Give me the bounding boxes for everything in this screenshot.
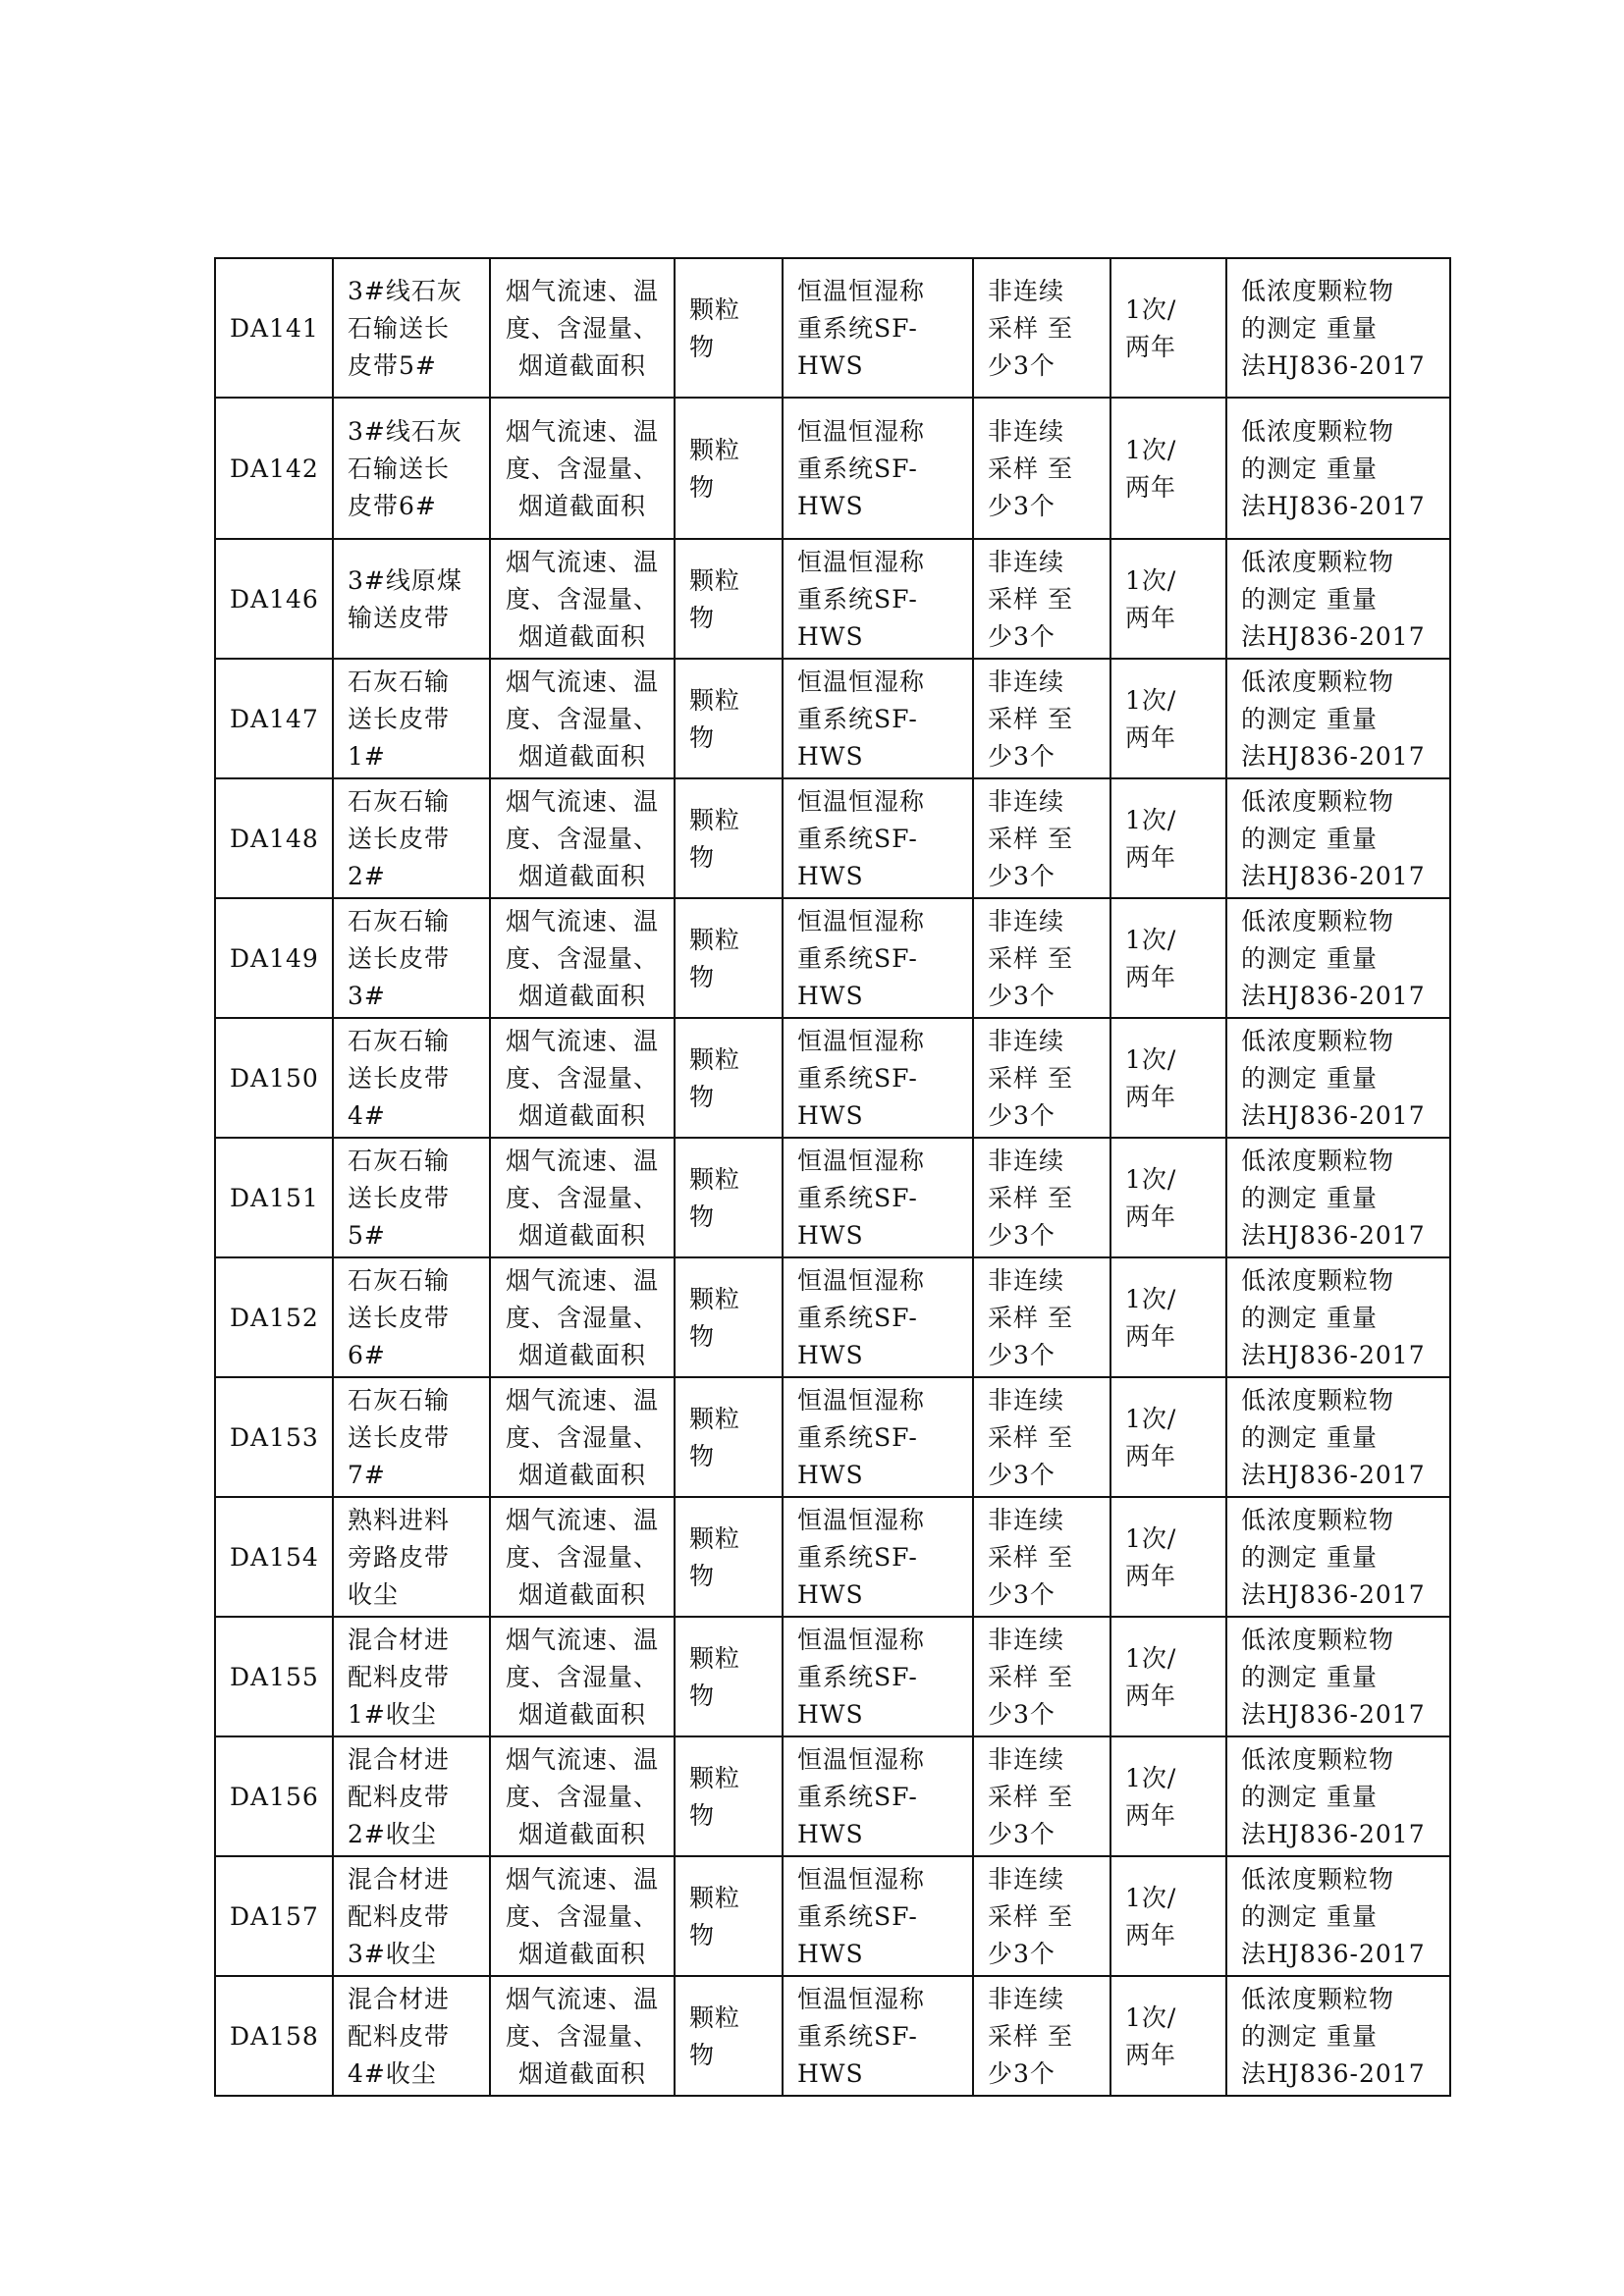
outlet-location-cell-text: 熟料进料 旁路皮带 收尘 — [348, 1506, 451, 1609]
outlet-location-cell — [333, 1617, 490, 1736]
frequency-cell — [1110, 1138, 1226, 1257]
frequency-cell — [1110, 1856, 1226, 1976]
pollutant-cell — [675, 898, 783, 1018]
standard-cell — [1226, 778, 1450, 898]
table-row — [215, 1976, 1450, 2096]
sampling-method-cell-text: 非连续 采样 至 少3个 — [988, 907, 1073, 1010]
monitoring-params-cell-text: 烟气流速、温 度、含湿量、 烟道截面积 — [505, 667, 659, 771]
frequency-cell — [1110, 1257, 1226, 1377]
frequency-cell — [1110, 1976, 1226, 2096]
monitoring-params-cell-text: 烟气流速、温 度、含湿量、 烟道截面积 — [505, 1745, 659, 1848]
sampling-method-cell — [973, 1617, 1110, 1736]
monitoring-params-cell — [490, 398, 675, 539]
standard-cell — [1226, 1138, 1450, 1257]
monitoring-params-cell — [490, 1976, 675, 2096]
sampling-method-cell — [973, 659, 1110, 778]
standard-cell — [1226, 1257, 1450, 1377]
table-row — [215, 778, 1450, 898]
frequency-cell — [1110, 539, 1226, 659]
sampling-method-cell — [973, 1138, 1110, 1257]
table-row — [215, 398, 1450, 539]
standard-cell-text: 低浓度颗粒物 的测定 重量 法HJ836-2017 — [1241, 1386, 1426, 1489]
standard-cell-text: 低浓度颗粒物 的测定 重量 法HJ836-2017 — [1241, 787, 1426, 890]
monitoring-params-cell — [490, 1617, 675, 1736]
monitoring-params-cell-text: 烟气流速、温 度、含湿量、 烟道截面积 — [505, 1147, 659, 1250]
pollutant-cell-text: 颗粒 物 — [689, 806, 741, 872]
outlet-id-cell — [215, 1617, 333, 1736]
outlet-location-cell — [333, 398, 490, 539]
frequency-cell — [1110, 1736, 1226, 1856]
monitoring-method-cell-text: 恒温恒湿称 重系统SF- HWS — [797, 417, 926, 520]
outlet-id-cell — [215, 1018, 333, 1138]
outlet-location-cell-text: 混合材进 配料皮带 3#收尘 — [348, 1865, 451, 1968]
frequency-cell-text: 1次/ 两年 — [1125, 806, 1177, 872]
standard-cell-text: 低浓度颗粒物 的测定 重量 法HJ836-2017 — [1241, 1745, 1426, 1848]
sampling-method-cell-text: 非连续 采样 至 少3个 — [988, 277, 1073, 380]
frequency-cell-text: 1次/ 两年 — [1125, 1644, 1177, 1710]
monitoring-params-cell — [490, 778, 675, 898]
outlet-id-cell — [215, 1377, 333, 1497]
frequency-cell-text: 1次/ 两年 — [1125, 2003, 1177, 2069]
table-row — [215, 898, 1450, 1018]
outlet-id-cell — [215, 1736, 333, 1856]
pollutant-cell-text: 颗粒 物 — [689, 1764, 741, 1830]
standard-cell — [1226, 1018, 1450, 1138]
outlet-location-cell-text: 3#线石灰 石输送长 皮带5# — [348, 277, 462, 380]
sampling-method-cell-text: 非连续 采样 至 少3个 — [988, 1865, 1073, 1968]
outlet-location-cell — [333, 1138, 490, 1257]
pollutant-cell-text: 颗粒 物 — [689, 1884, 741, 1949]
frequency-cell-text: 1次/ 两年 — [1125, 1405, 1177, 1470]
outlet-location-cell-text: 石灰石输 送长皮带 1# — [348, 667, 451, 771]
outlet-location-cell-text: 混合材进 配料皮带 1#收尘 — [348, 1626, 451, 1729]
standard-cell-text: 低浓度颗粒物 的测定 重量 法HJ836-2017 — [1241, 1027, 1426, 1130]
outlet-location-cell — [333, 1856, 490, 1976]
outlet-location-cell-text: 混合材进 配料皮带 2#收尘 — [348, 1745, 451, 1848]
monitoring-method-cell-text: 恒温恒湿称 重系统SF- HWS — [797, 1506, 926, 1609]
table-row — [215, 1377, 1450, 1497]
frequency-cell-text: 1次/ 两年 — [1125, 686, 1177, 752]
sampling-method-cell-text: 非连续 采样 至 少3个 — [988, 417, 1073, 520]
table-row — [215, 539, 1450, 659]
pollutant-cell-text: 颗粒 物 — [689, 1045, 741, 1111]
outlet-location-cell — [333, 1377, 490, 1497]
sampling-method-cell — [973, 1856, 1110, 1976]
sampling-method-cell — [973, 1377, 1110, 1497]
sampling-method-cell — [973, 1257, 1110, 1377]
pollutant-cell-text: 颗粒 物 — [689, 2003, 741, 2069]
table-body — [215, 258, 1450, 2096]
table-row — [215, 1497, 1450, 1617]
outlet-id-cell — [215, 539, 333, 659]
pollutant-cell-text: 颗粒 物 — [689, 1165, 741, 1231]
monitoring-method-cell — [783, 1856, 973, 1976]
outlet-location-cell — [333, 778, 490, 898]
outlet-location-cell — [333, 1018, 490, 1138]
monitoring-params-cell — [490, 1018, 675, 1138]
outlet-id-cell — [215, 1976, 333, 2096]
outlet-location-cell-text: 石灰石输 送长皮带 2# — [348, 787, 451, 890]
frequency-cell — [1110, 1617, 1226, 1736]
standard-cell — [1226, 539, 1450, 659]
outlet-location-cell-text: 石灰石输 送长皮带 5# — [348, 1147, 451, 1250]
monitoring-method-cell-text: 恒温恒湿称 重系统SF- HWS — [797, 667, 926, 771]
pollutant-cell — [675, 778, 783, 898]
monitoring-params-cell — [490, 1736, 675, 1856]
outlet-location-cell-text: 混合材进 配料皮带 4#收尘 — [348, 1985, 451, 2088]
outlet-id-cell-text: DA149 — [230, 944, 319, 973]
sampling-method-cell-text: 非连续 采样 至 少3个 — [988, 1745, 1073, 1848]
monitoring-method-cell-text: 恒温恒湿称 重系统SF- HWS — [797, 1027, 926, 1130]
monitoring-method-cell-text: 恒温恒湿称 重系统SF- HWS — [797, 1386, 926, 1489]
monitoring-params-cell-text: 烟气流速、温 度、含湿量、 烟道截面积 — [505, 417, 659, 520]
pollutant-cell-text: 颗粒 物 — [689, 566, 741, 632]
outlet-location-cell — [333, 539, 490, 659]
monitoring-params-cell — [490, 1497, 675, 1617]
monitoring-params-cell-text: 烟气流速、温 度、含湿量、 烟道截面积 — [505, 548, 659, 651]
outlet-location-cell — [333, 659, 490, 778]
outlet-location-cell — [333, 1976, 490, 2096]
frequency-cell-text: 1次/ 两年 — [1125, 1045, 1177, 1111]
pollutant-cell — [675, 398, 783, 539]
monitoring-params-cell-text: 烟气流速、温 度、含湿量、 烟道截面积 — [505, 1626, 659, 1729]
sampling-method-cell — [973, 1976, 1110, 2096]
monitoring-method-cell — [783, 1736, 973, 1856]
standard-cell — [1226, 659, 1450, 778]
pollutant-cell — [675, 1856, 783, 1976]
standard-cell — [1226, 398, 1450, 539]
monitoring-params-cell-text: 烟气流速、温 度、含湿量、 烟道截面积 — [505, 1865, 659, 1968]
outlet-location-cell-text: 石灰石输 送长皮带 3# — [348, 907, 451, 1010]
outlet-id-cell — [215, 1497, 333, 1617]
monitoring-method-cell-text: 恒温恒湿称 重系统SF- HWS — [797, 1147, 926, 1250]
outlet-id-cell-text: DA150 — [230, 1064, 319, 1093]
sampling-method-cell — [973, 539, 1110, 659]
frequency-cell-text: 1次/ 两年 — [1125, 295, 1177, 361]
outlet-id-cell — [215, 258, 333, 398]
outlet-location-cell-text: 石灰石输 送长皮带 7# — [348, 1386, 451, 1489]
pollutant-cell — [675, 1138, 783, 1257]
monitoring-method-cell — [783, 258, 973, 398]
frequency-cell-text: 1次/ 两年 — [1125, 566, 1177, 632]
frequency-cell — [1110, 1497, 1226, 1617]
pollutant-cell-text: 颗粒 物 — [689, 686, 741, 752]
sampling-method-cell — [973, 258, 1110, 398]
frequency-cell-text: 1次/ 两年 — [1125, 1884, 1177, 1949]
monitoring-table — [214, 257, 1451, 2097]
frequency-cell — [1110, 778, 1226, 898]
frequency-cell — [1110, 1018, 1226, 1138]
outlet-id-cell-text: DA157 — [230, 1902, 319, 1931]
outlet-id-cell — [215, 1257, 333, 1377]
standard-cell — [1226, 1497, 1450, 1617]
outlet-id-cell — [215, 1856, 333, 1976]
monitoring-method-cell — [783, 1617, 973, 1736]
table-row — [215, 258, 1450, 398]
outlet-id-cell-text: DA158 — [230, 2022, 319, 2051]
frequency-cell-text: 1次/ 两年 — [1125, 926, 1177, 991]
standard-cell — [1226, 1856, 1450, 1976]
standard-cell-text: 低浓度颗粒物 的测定 重量 法HJ836-2017 — [1241, 417, 1426, 520]
standard-cell-text: 低浓度颗粒物 的测定 重量 法HJ836-2017 — [1241, 1865, 1426, 1968]
standard-cell — [1226, 898, 1450, 1018]
sampling-method-cell-text: 非连续 采样 至 少3个 — [988, 1626, 1073, 1729]
pollutant-cell — [675, 258, 783, 398]
monitoring-method-cell-text: 恒温恒湿称 重系统SF- HWS — [797, 548, 926, 651]
pollutant-cell-text: 颗粒 物 — [689, 1285, 741, 1351]
monitoring-params-cell-text: 烟气流速、温 度、含湿量、 烟道截面积 — [505, 1506, 659, 1609]
frequency-cell-text: 1次/ 两年 — [1125, 436, 1177, 502]
standard-cell-text: 低浓度颗粒物 的测定 重量 法HJ836-2017 — [1241, 277, 1426, 380]
outlet-location-cell-text: 3#线石灰 石输送长 皮带6# — [348, 417, 462, 520]
sampling-method-cell — [973, 778, 1110, 898]
frequency-cell-text: 1次/ 两年 — [1125, 1285, 1177, 1351]
outlet-id-cell — [215, 1138, 333, 1257]
sampling-method-cell — [973, 1736, 1110, 1856]
frequency-cell — [1110, 1377, 1226, 1497]
frequency-cell — [1110, 258, 1226, 398]
monitoring-method-cell — [783, 898, 973, 1018]
table-row — [215, 659, 1450, 778]
outlet-location-cell-text: 3#线原煤 输送皮带 — [348, 566, 462, 632]
pollutant-cell-text: 颗粒 物 — [689, 295, 741, 361]
table-row — [215, 1856, 1450, 1976]
standard-cell-text: 低浓度颗粒物 的测定 重量 法HJ836-2017 — [1241, 667, 1426, 771]
table-row — [215, 1736, 1450, 1856]
outlet-location-cell — [333, 1257, 490, 1377]
outlet-id-cell-text: DA141 — [230, 314, 319, 343]
pollutant-cell-text: 颗粒 物 — [689, 926, 741, 991]
pollutant-cell-text: 颗粒 物 — [689, 1524, 741, 1590]
monitoring-params-cell-text: 烟气流速、温 度、含湿量、 烟道截面积 — [505, 1985, 659, 2088]
pollutant-cell — [675, 539, 783, 659]
standard-cell-text: 低浓度颗粒物 的测定 重量 法HJ836-2017 — [1241, 548, 1426, 651]
outlet-location-cell-text: 石灰石输 送长皮带 6# — [348, 1266, 451, 1369]
sampling-method-cell-text: 非连续 采样 至 少3个 — [988, 1266, 1073, 1369]
monitoring-method-cell-text: 恒温恒湿称 重系统SF- HWS — [797, 1865, 926, 1968]
standard-cell-text: 低浓度颗粒物 的测定 重量 法HJ836-2017 — [1241, 1506, 1426, 1609]
pollutant-cell — [675, 1736, 783, 1856]
sampling-method-cell-text: 非连续 采样 至 少3个 — [988, 1506, 1073, 1609]
pollutant-cell-text: 颗粒 物 — [689, 1405, 741, 1470]
standard-cell-text: 低浓度颗粒物 的测定 重量 法HJ836-2017 — [1241, 907, 1426, 1010]
monitoring-method-cell — [783, 1497, 973, 1617]
pollutant-cell-text: 颗粒 物 — [689, 436, 741, 502]
monitoring-method-cell-text: 恒温恒湿称 重系统SF- HWS — [797, 787, 926, 890]
outlet-id-cell-text: DA148 — [230, 825, 319, 853]
frequency-cell — [1110, 898, 1226, 1018]
monitoring-params-cell — [490, 898, 675, 1018]
frequency-cell-text: 1次/ 两年 — [1125, 1524, 1177, 1590]
monitoring-method-cell — [783, 778, 973, 898]
frequency-cell — [1110, 659, 1226, 778]
frequency-cell-text: 1次/ 两年 — [1125, 1764, 1177, 1830]
monitoring-params-cell — [490, 258, 675, 398]
standard-cell-text: 低浓度颗粒物 的测定 重量 法HJ836-2017 — [1241, 1985, 1426, 2088]
monitoring-params-cell — [490, 1138, 675, 1257]
monitoring-method-cell — [783, 398, 973, 539]
pollutant-cell — [675, 1497, 783, 1617]
monitoring-method-cell-text: 恒温恒湿称 重系统SF- HWS — [797, 1626, 926, 1729]
outlet-id-cell — [215, 659, 333, 778]
outlet-id-cell-text: DA156 — [230, 1783, 319, 1811]
outlet-id-cell-text: DA147 — [230, 705, 319, 733]
frequency-cell — [1110, 398, 1226, 539]
outlet-id-cell-text: DA153 — [230, 1423, 319, 1452]
sampling-method-cell-text: 非连续 采样 至 少3个 — [988, 667, 1073, 771]
outlet-id-cell-text: DA151 — [230, 1184, 319, 1212]
sampling-method-cell-text: 非连续 采样 至 少3个 — [988, 1386, 1073, 1489]
outlet-id-cell-text: DA152 — [230, 1304, 319, 1332]
outlet-location-cell — [333, 258, 490, 398]
monitoring-method-cell-text: 恒温恒湿称 重系统SF- HWS — [797, 1266, 926, 1369]
outlet-location-cell-text: 石灰石输 送长皮带 4# — [348, 1027, 451, 1130]
monitoring-params-cell — [490, 659, 675, 778]
sampling-method-cell-text: 非连续 采样 至 少3个 — [988, 1147, 1073, 1250]
standard-cell-text: 低浓度颗粒物 的测定 重量 法HJ836-2017 — [1241, 1147, 1426, 1250]
monitoring-method-cell — [783, 1138, 973, 1257]
outlet-id-cell — [215, 898, 333, 1018]
standard-cell-text: 低浓度颗粒物 的测定 重量 法HJ836-2017 — [1241, 1266, 1426, 1369]
monitoring-method-cell-text: 恒温恒湿称 重系统SF- HWS — [797, 1745, 926, 1848]
frequency-cell-text: 1次/ 两年 — [1125, 1165, 1177, 1231]
monitoring-params-cell — [490, 539, 675, 659]
monitoring-method-cell — [783, 1018, 973, 1138]
monitoring-method-cell — [783, 1257, 973, 1377]
monitoring-params-cell — [490, 1257, 675, 1377]
monitoring-params-cell-text: 烟气流速、温 度、含湿量、 烟道截面积 — [505, 907, 659, 1010]
monitoring-params-cell-text: 烟气流速、温 度、含湿量、 烟道截面积 — [505, 1266, 659, 1369]
standard-cell — [1226, 1617, 1450, 1736]
sampling-method-cell — [973, 1497, 1110, 1617]
pollutant-cell — [675, 1018, 783, 1138]
monitoring-method-cell — [783, 659, 973, 778]
outlet-location-cell — [333, 1497, 490, 1617]
table-row — [215, 1617, 1450, 1736]
pollutant-cell — [675, 1617, 783, 1736]
outlet-id-cell-text: DA154 — [230, 1543, 319, 1572]
table-row — [215, 1018, 1450, 1138]
outlet-id-cell — [215, 398, 333, 539]
monitoring-method-cell — [783, 1976, 973, 2096]
sampling-method-cell — [973, 898, 1110, 1018]
pollutant-cell — [675, 1976, 783, 2096]
sampling-method-cell-text: 非连续 采样 至 少3个 — [988, 548, 1073, 651]
outlet-location-cell — [333, 1736, 490, 1856]
table-row — [215, 1138, 1450, 1257]
monitoring-params-cell — [490, 1377, 675, 1497]
table-row — [215, 1257, 1450, 1377]
standard-cell — [1226, 1377, 1450, 1497]
monitoring-params-cell-text: 烟气流速、温 度、含湿量、 烟道截面积 — [505, 787, 659, 890]
sampling-method-cell-text: 非连续 采样 至 少3个 — [988, 1985, 1073, 2088]
standard-cell — [1226, 1736, 1450, 1856]
pollutant-cell-text: 颗粒 物 — [689, 1644, 741, 1710]
outlet-id-cell-text: DA155 — [230, 1663, 319, 1691]
monitoring-method-cell-text: 恒温恒湿称 重系统SF- HWS — [797, 277, 926, 380]
standard-cell-text: 低浓度颗粒物 的测定 重量 法HJ836-2017 — [1241, 1626, 1426, 1729]
pollutant-cell — [675, 1377, 783, 1497]
monitoring-method-cell-text: 恒温恒湿称 重系统SF- HWS — [797, 1985, 926, 2088]
monitoring-params-cell-text: 烟气流速、温 度、含湿量、 烟道截面积 — [505, 1386, 659, 1489]
outlet-id-cell-text: DA142 — [230, 454, 319, 483]
monitoring-params-cell — [490, 1856, 675, 1976]
monitoring-method-cell — [783, 1377, 973, 1497]
monitoring-method-cell-text: 恒温恒湿称 重系统SF- HWS — [797, 907, 926, 1010]
outlet-id-cell — [215, 778, 333, 898]
pollutant-cell — [675, 659, 783, 778]
sampling-method-cell-text: 非连续 采样 至 少3个 — [988, 1027, 1073, 1130]
monitoring-method-cell — [783, 539, 973, 659]
standard-cell — [1226, 1976, 1450, 2096]
outlet-location-cell — [333, 898, 490, 1018]
pollutant-cell — [675, 1257, 783, 1377]
sampling-method-cell — [973, 1018, 1110, 1138]
standard-cell — [1226, 258, 1450, 398]
outlet-id-cell-text: DA146 — [230, 585, 319, 614]
monitoring-params-cell-text: 烟气流速、温 度、含湿量、 烟道截面积 — [505, 1027, 659, 1130]
sampling-method-cell-text: 非连续 采样 至 少3个 — [988, 787, 1073, 890]
monitoring-params-cell-text: 烟气流速、温 度、含湿量、 烟道截面积 — [505, 277, 659, 380]
sampling-method-cell — [973, 398, 1110, 539]
